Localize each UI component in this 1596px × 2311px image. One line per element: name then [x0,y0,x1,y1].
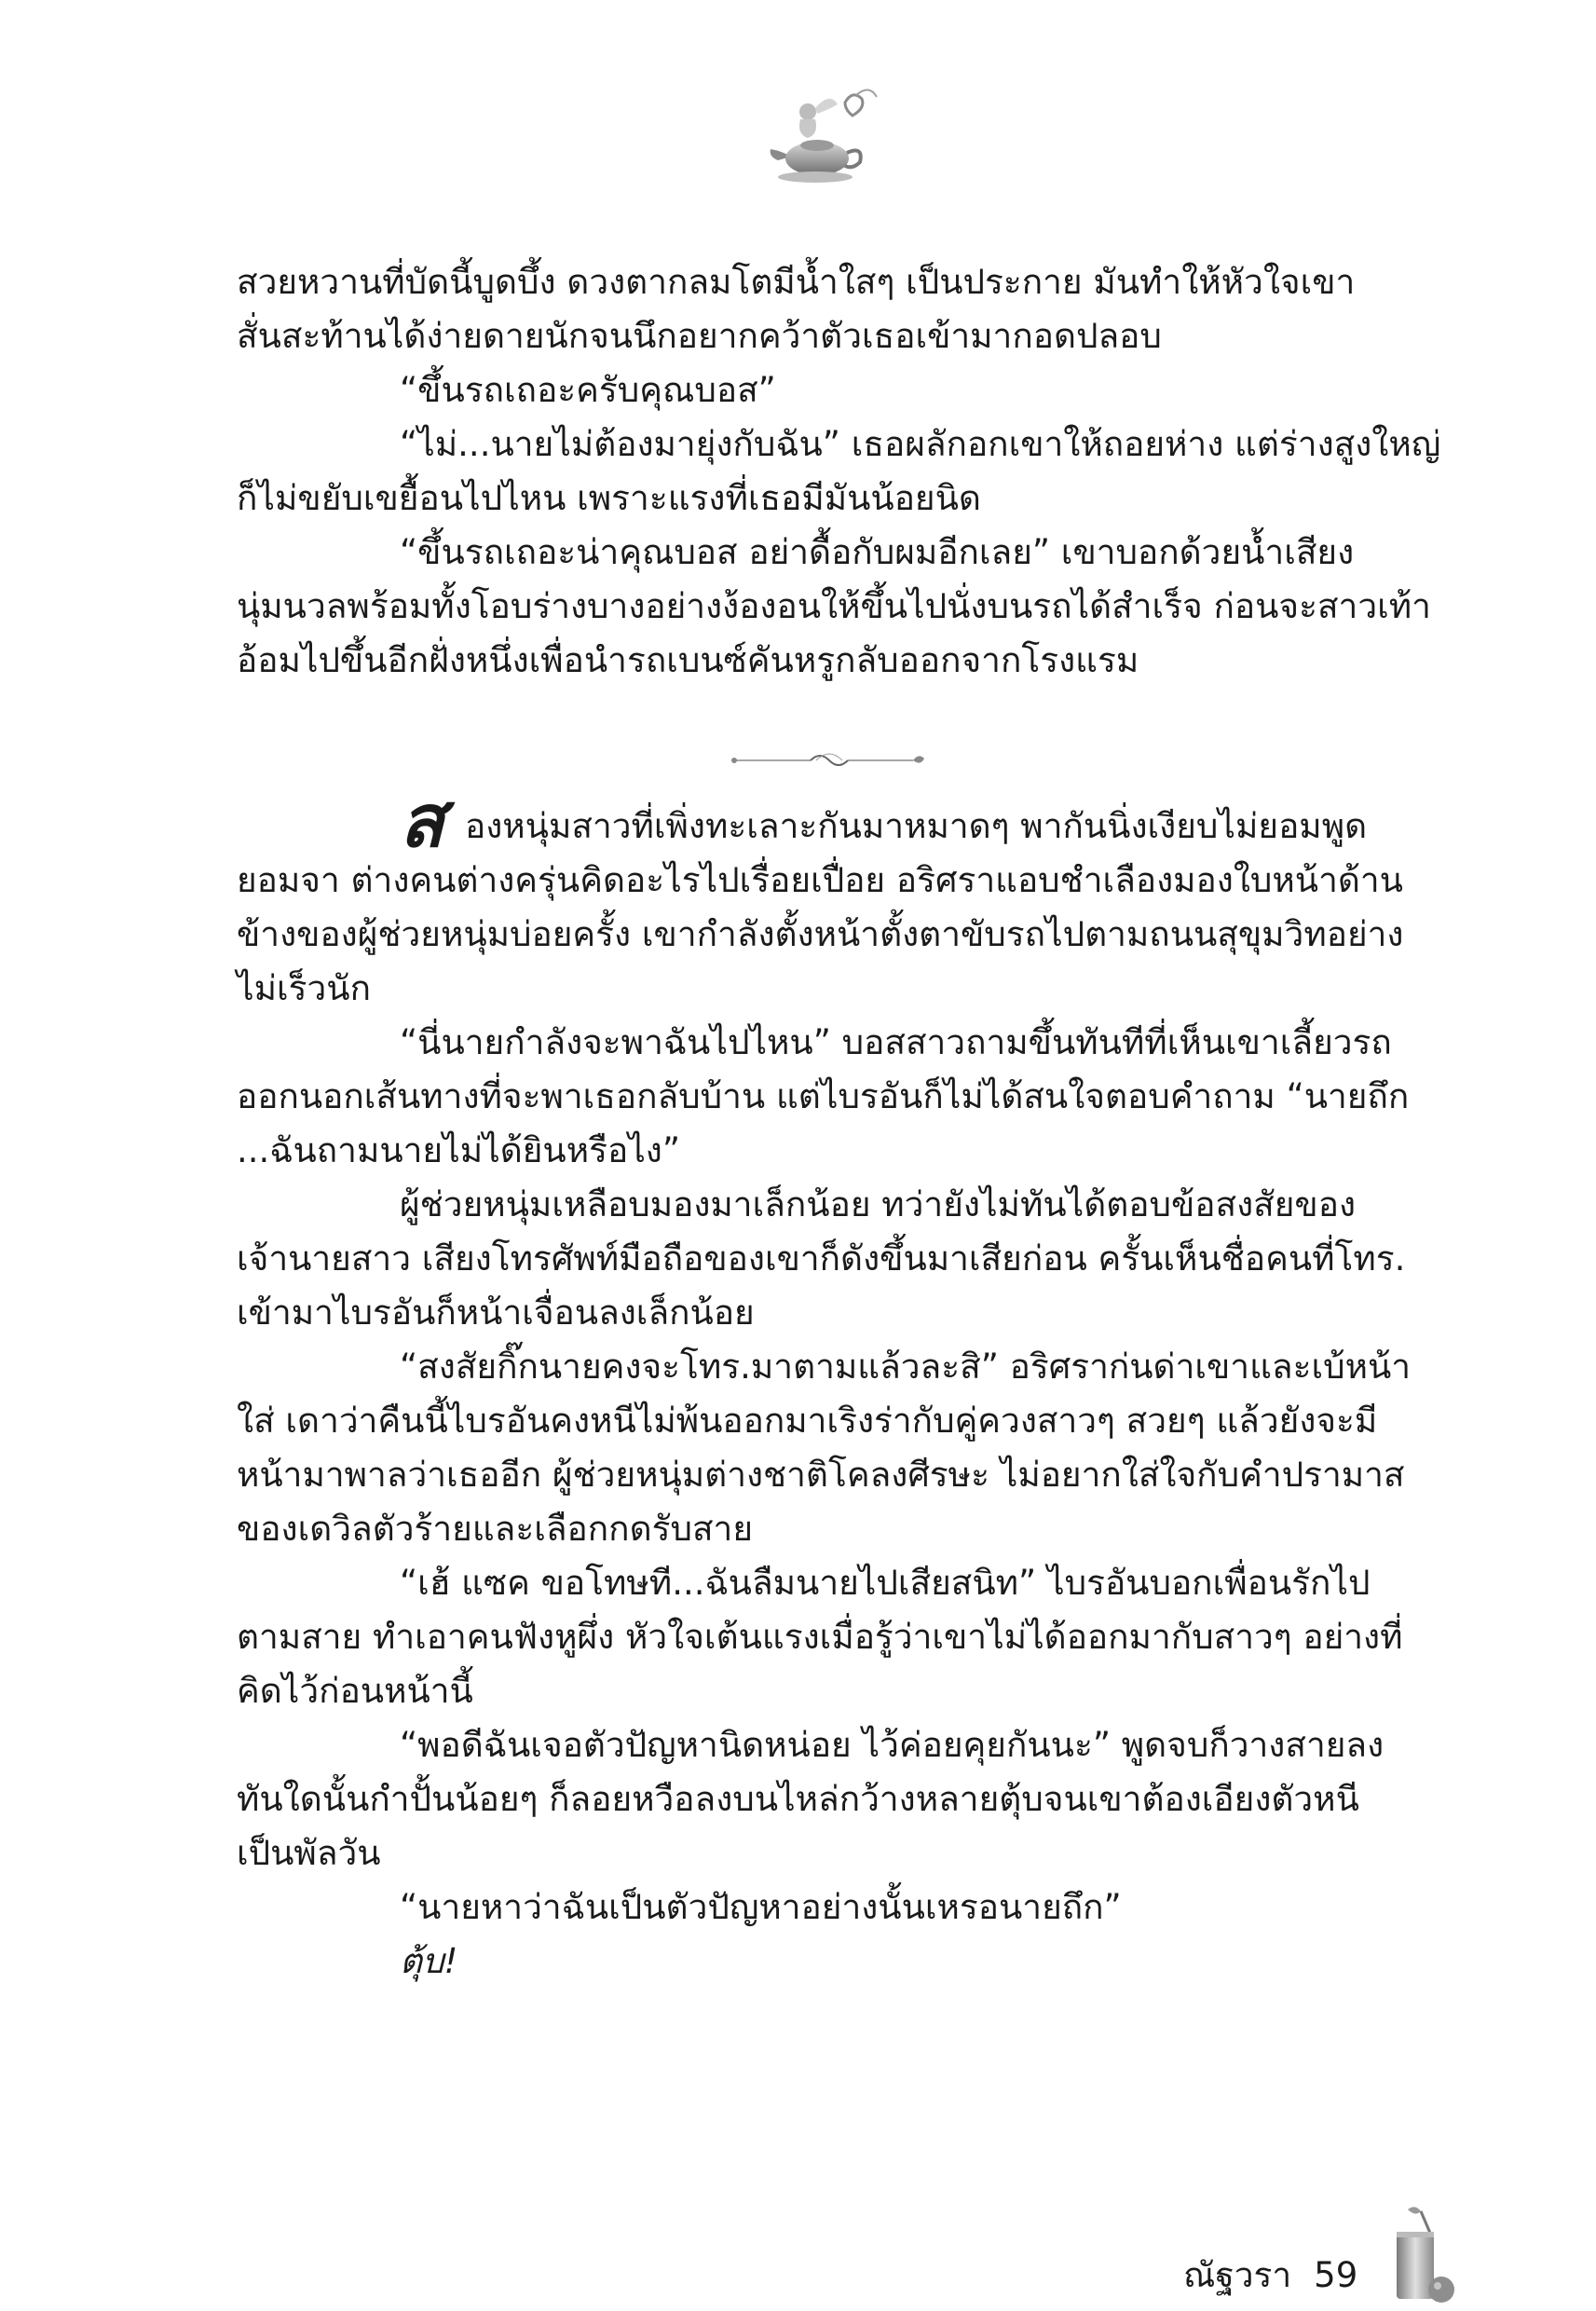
text-line: “ขึ้นรถเถอะน่าคุณบอส อย่าดื้อกับผมอีกเลย” เขาบอกด้วยน้ำเสียง [400,532,1355,572]
text-line: ออกนอกเส้นทางที่จะพาเธอกลับบ้าน แต่ไบรอันก็ไม่ได้สนใจตอบคำถาม “นายถึก [237,1076,1410,1116]
text-line: ข้างของผู้ช่วยหนุ่มบ่อยครั้ง เขากำลังตั้งหน้าตั้งตาขับรถไปตามถนนสุขุมวิทอย่าง [237,914,1404,954]
text-line: “ไม่...นายไม่ต้องมายุ่งกับฉัน” เธอผลักอกเขาให้ถอยห่าง แต่ร่างสูงใหญ่ [400,424,1441,464]
drop-cap-letter: ส [400,780,444,864]
text-line: “พอดีฉันเจอตัวปัญหานิดหน่อย ไว้ค่อยคุยกันนะ” พูดจบก็วางสายลง [400,1725,1385,1765]
text-line: ของเดวิลตัวร้ายและเลือกกดรับสาย [237,1509,754,1549]
text-line: นุ่มนวลพร้อมทั้งโอบร่างบางอย่างง้องอนให้ขึ้นไปนั่งบนรถได้สำเร็จ ก่อนจะสาวเท้า [237,586,1431,626]
text-line: ตามสาย ทำเอาคนฟังหูผึ่ง หัวใจเต้นแรงเมื่อรู้ว่าเขาไม่ได้ออกมากับสาวๆ อย่างที่ [237,1617,1403,1657]
paragraph-block-1 [237,255,1441,688]
page-number: 59 [1314,2255,1358,2295]
text-line: เข้ามาไบรอันก็หน้าเจื่อนลงเล็กน้อย [237,1292,755,1333]
text-line: ทันใดนั้นกำปั้นน้อยๆ ก็ลอยหวือลงบนไหล่กว้างหลายตุ้บจนเขาต้องเอียงตัวหนี [237,1779,1359,1819]
text-line: ก็ไม่ขยับเขยื้อนไปไหน เพราะแรงที่เธอมีมันน้อยนิด [237,478,981,518]
book-title: ณัฐวรา [1183,2255,1292,2295]
text-line: ตุ้บ! [400,1941,458,1981]
text-line: ...ฉันถามนายไม่ได้ยินหรือไง” [237,1130,681,1170]
flourish-divider-icon [727,745,932,775]
text-line: เป็นพัลวัน [237,1833,381,1873]
text-line: ใส่ เดาว่าคืนนี้ไบรอันคงหนีไม่พ้นออกมาเริงร่ากับคู่ควงสาวๆ สวยๆ แล้วยังจะมี [237,1401,1378,1441]
text-line: สวยหวานที่บัดนี้บูดบึ้ง ดวงตากลมโตมีน้ำใสๆ เป็นประกาย มันทำให้หัวใจเขา [237,262,1356,302]
text-line: “เฮ้ แซค ขอโทษที...ฉันลืมนายไปเสียสนิท” ไบรอันบอกเพื่อนรักไป [400,1563,1371,1603]
drink-glass-icon [1384,2204,1463,2306]
text-line: “สงสัยกิ๊กนายคงจะโทร.มาตามแล้วละสิ” อริศราก่นด่าเขาและเบ้หน้า [400,1347,1412,1387]
text-line: “นี่นายกำลังจะพาฉันไปไหน” บอสสาวถามขึ้นทันทีที่เห็นเขาเลี้ยวรถ [400,1022,1392,1062]
text-line: สั่นสะท้านได้ง่ายดายนักจนนึกอยากคว้าตัวเธอเข้ามากอดปลอบ [237,316,1162,356]
text-line: คิดไว้ก่อนหน้านี้ [237,1671,473,1711]
paragraph-block-2 [237,780,1416,1989]
text-line: ยอมจา ต่างคนต่างครุ่นคิดอะไรไปเรื่อยเปื่อย อริศราแอบชำเลืองมองใบหน้าด้าน [237,860,1403,900]
text-line: หน้ามาพาลว่าเธออีก ผู้ช่วยหนุ่มต่างชาติโคลงศีรษะ ไม่อยากใส่ใจกับคำปรามาส [237,1455,1405,1495]
text-line: “ขึ้นรถเถอะครับคุณบอส” [400,370,776,410]
dropcap-line [237,780,1416,864]
teapot-cupid-ornament-icon [759,84,890,186]
text-line: อ้อมไปขึ้นอีกฝั่งหนึ่งเพื่อนำรถเบนซ์คันหรูกลับออกจากโรงแรม [237,640,1139,680]
text-line: องหนุ่มสาวที่เพิ่งทะเลาะกันมาหมาดๆ พากันนิ่งเงียบไม่ยอมพูด [465,806,1368,846]
text-line: ไม่เร็วนัก [237,968,371,1008]
text-line: เจ้านายสาว เสียงโทรศัพท์มือถือของเขาก็ดังขึ้นมาเสียก่อน ครั้นเห็นชื่อคนที่โทร. [237,1238,1406,1279]
text-line: ผู้ช่วยหนุ่มเหลือบมองมาเล็กน้อย ทว่ายังไม่ทันได้ตอบข้อสงสัยของ [400,1184,1357,1224]
page-footer [1183,2255,1357,2296]
text-line: “นายหาว่าฉันเป็นตัวปัญหาอย่างนั้นเหรอนายถึก” [400,1887,1122,1927]
